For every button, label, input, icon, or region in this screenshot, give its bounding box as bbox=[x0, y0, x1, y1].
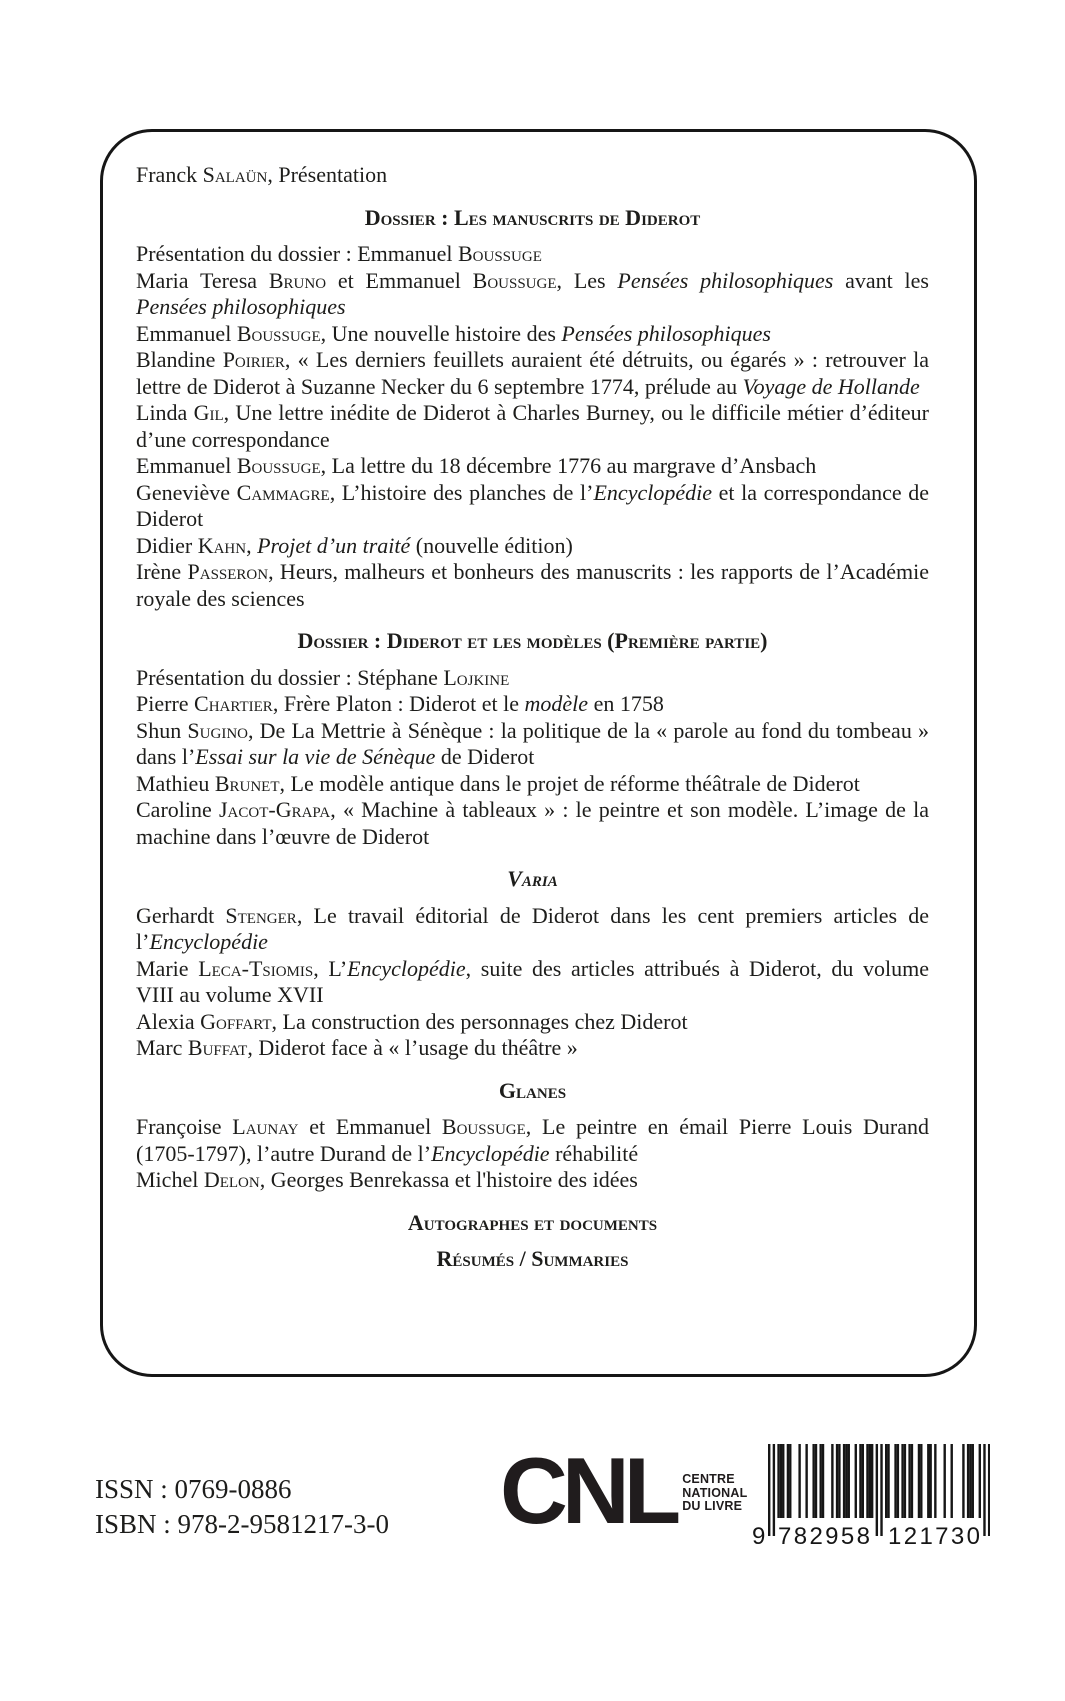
toc-text-run: et Emmanuel bbox=[298, 1114, 442, 1139]
toc-text-run: Pensées philosophiques bbox=[136, 294, 346, 319]
barcode bbox=[752, 1440, 990, 1548]
cnl-word-line: DU LIVRE bbox=[682, 1499, 743, 1513]
toc-heading bbox=[136, 1078, 929, 1105]
toc-text-run: , Frère Platon : Diderot et le bbox=[272, 691, 525, 716]
toc-text-run: , Diderot face à « l’usage du théâtre » bbox=[247, 1035, 578, 1060]
toc-text-run: Marc bbox=[136, 1035, 188, 1060]
toc-text-run: Pierre bbox=[136, 691, 195, 716]
toc-item bbox=[136, 347, 929, 400]
toc-text-run: Goffart bbox=[200, 1008, 272, 1034]
toc-text-run: , bbox=[246, 532, 258, 558]
cnl-word-line: NATIONAL bbox=[682, 1485, 748, 1500]
toc-text-run: , Présentation bbox=[267, 162, 388, 187]
toc-text-run: Didier bbox=[136, 532, 198, 558]
toc-text-run: Salaün bbox=[202, 162, 268, 187]
toc-text-run: Stenger bbox=[225, 902, 297, 928]
toc-text-run: Projet d’un traité bbox=[257, 532, 411, 558]
toc-item bbox=[136, 453, 929, 480]
issn-isbn-block bbox=[95, 1472, 389, 1542]
toc-text-run: de Diderot bbox=[435, 744, 535, 769]
toc-text-run: Varia bbox=[507, 866, 558, 891]
toc-text-run: Shun bbox=[136, 717, 188, 743]
toc-item bbox=[136, 1114, 929, 1167]
toc-text-run: Geneviève bbox=[136, 479, 237, 505]
toc-heading bbox=[136, 628, 929, 655]
toc-text-run: , Une nouvelle histoire des bbox=[320, 320, 562, 346]
toc-text-run: (nouvelle édition) bbox=[410, 532, 573, 558]
toc-text-run: Sugino bbox=[187, 717, 248, 743]
toc-text-run: Brunet bbox=[214, 770, 280, 796]
toc-text-run: Kahn bbox=[197, 532, 247, 558]
toc-text-run: , De La Mettrie à Sénèque : la politique de la « parole au fond du tombeau » dans l’ bbox=[136, 717, 929, 769]
toc-item bbox=[136, 162, 929, 189]
toc-text-run: Chartier bbox=[194, 691, 273, 716]
toc-text-run: , « Machine à tableaux » : le peintre et son modèle. L’image de la machine dans l’œuvre de Diderot bbox=[136, 797, 929, 849]
toc-item bbox=[136, 268, 929, 321]
toc-text-run: Lojkine bbox=[443, 664, 510, 690]
toc-text-run: Gerhardt bbox=[136, 902, 226, 928]
toc-text-run: Franck bbox=[136, 162, 203, 187]
toc-text-run: Boussuge bbox=[441, 1114, 526, 1139]
toc-text-run: , Georges Benrekassa et l'histoire des idées bbox=[259, 1167, 638, 1192]
toc-text-run: Delon bbox=[203, 1167, 260, 1192]
toc-item bbox=[136, 1167, 929, 1194]
toc-item bbox=[136, 956, 929, 1009]
toc-text-run: Maria Teresa bbox=[136, 267, 269, 293]
toc-text-run: , L’ bbox=[313, 955, 348, 981]
toc-text-run: , Les bbox=[556, 267, 618, 293]
toc-text-run: modèle bbox=[524, 691, 589, 716]
toc-text-run: , « Les derniers feuillets auraient été détruits, ou égarés » : retrouver la lettre de Diderot à Suzanne Necker du 6 septembre 1774, prélude au bbox=[136, 347, 929, 399]
barcode-digit-lead: 9 bbox=[752, 1523, 766, 1548]
toc-text-run: , L’histoire des planches de l’ bbox=[329, 479, 594, 505]
toc-item bbox=[136, 400, 929, 453]
toc-text-run: , Le travail éditorial de Diderot dans les cent premiers articles de l’ bbox=[136, 902, 930, 954]
toc-text-run: Emmanuel bbox=[136, 320, 237, 346]
toc-text-run: , Heurs, malheurs et bonheurs des manuscrits : les rapports de l’Académie royale des sciences bbox=[136, 559, 930, 611]
toc-text-run: Autographes et documents bbox=[407, 1209, 658, 1235]
toc-text-run: Leca-Tsiomis bbox=[198, 955, 314, 981]
toc-text-run: Françoise bbox=[136, 1114, 233, 1139]
toc-text-run: réhabilité bbox=[549, 1140, 639, 1166]
toc-text-run: Dossier : Les manuscrits de Diderot bbox=[364, 204, 701, 230]
toc-text-run: Michel bbox=[136, 1167, 204, 1192]
cnl-acronym: CNL bbox=[500, 1438, 676, 1543]
toc-item bbox=[136, 241, 929, 268]
cnl-words bbox=[682, 1473, 747, 1514]
toc-text-run: Alexia bbox=[136, 1008, 201, 1034]
toc-heading bbox=[136, 205, 929, 232]
toc-text-run: , suite des articles attribués à Diderot, du volume VIII au volume XVII bbox=[136, 955, 930, 1007]
barcode-block bbox=[752, 1440, 990, 1553]
toc-text-run: Pensées philosophiques bbox=[561, 320, 771, 346]
toc-text-run: Boussuge bbox=[458, 241, 542, 266]
toc-item bbox=[136, 691, 929, 718]
toc-item bbox=[136, 1035, 929, 1062]
toc-text-run: Emmanuel bbox=[136, 453, 237, 478]
toc-text-run: Bruno bbox=[268, 267, 327, 293]
toc-text-run: Linda bbox=[136, 400, 194, 425]
toc-item bbox=[136, 1009, 929, 1036]
toc-text-run: Encyclopédie bbox=[593, 479, 712, 505]
toc-text-run: Poirier bbox=[222, 347, 285, 372]
toc-heading bbox=[136, 866, 929, 893]
toc-item bbox=[136, 903, 929, 956]
toc-text-run: Encyclopédie bbox=[149, 929, 268, 954]
toc-item bbox=[136, 559, 929, 612]
cnl-logo bbox=[500, 1438, 748, 1543]
toc-item bbox=[136, 718, 929, 771]
toc-text-run: avant les bbox=[833, 267, 929, 293]
toc-item bbox=[136, 797, 929, 850]
toc-text-run: Essai sur la vie de Sénèque bbox=[195, 744, 436, 769]
toc-heading bbox=[136, 1246, 929, 1273]
toc-text-run: Encyclopédie bbox=[431, 1140, 550, 1166]
toc-text-run: Glanes bbox=[498, 1077, 567, 1103]
cnl-word-line: CENTRE bbox=[682, 1472, 735, 1486]
toc-text-run: , Le peintre en émail Pierre Louis Durand (1705-1797), l’autre Durand de l’ bbox=[136, 1114, 929, 1166]
toc-text-run: Résumés / Summaries bbox=[436, 1246, 629, 1271]
toc-text-run: Launay bbox=[232, 1114, 299, 1139]
toc-text-run: Mathieu bbox=[136, 770, 215, 796]
toc-text-run: Encyclopédie bbox=[347, 955, 466, 981]
toc-text-run: et la correspondance de Diderot bbox=[136, 479, 929, 531]
toc-heading bbox=[136, 1210, 929, 1237]
isbn-line: ISBN : 978-2-9581217-3-0 bbox=[95, 1509, 389, 1539]
barcode-digits-left: 782958 bbox=[778, 1523, 870, 1548]
toc-text-run: Caroline bbox=[136, 797, 219, 822]
toc-text-run: Cammagre bbox=[236, 479, 330, 505]
toc-text-run: Passeron bbox=[187, 559, 269, 584]
toc-text-run: Buffat bbox=[187, 1035, 248, 1060]
toc-text-run: Blandine bbox=[136, 347, 223, 372]
contents-box bbox=[100, 129, 977, 1377]
toc-text-run: , Une lettre inédite de Diderot à Charles Burney, ou le difficile métier d’éditeur d’une correspondance bbox=[136, 400, 929, 452]
toc-text-run: Marie bbox=[136, 955, 199, 981]
toc-text-run: en 1758 bbox=[588, 691, 664, 716]
issn-line: ISSN : 0769-0886 bbox=[95, 1474, 292, 1504]
toc-text-run: Boussuge bbox=[472, 267, 557, 293]
toc-text-run: Boussuge bbox=[236, 320, 321, 346]
toc-text-run: Présentation du dossier : Stéphane bbox=[136, 664, 444, 690]
toc-text-run: Dossier : Diderot et les modèles (Première partie) bbox=[297, 628, 768, 653]
toc-item bbox=[136, 480, 929, 533]
toc-text-run: Gil bbox=[193, 400, 224, 425]
toc-item bbox=[136, 771, 929, 798]
toc-text-run: , La lettre du 18 décembre 1776 au margrave d’Ansbach bbox=[320, 453, 817, 478]
toc-text-run: Présentation du dossier : Emmanuel bbox=[136, 241, 458, 266]
toc-item bbox=[136, 533, 929, 560]
toc-text-run: Irène bbox=[136, 559, 188, 584]
toc-text-run: Pensées philosophiques bbox=[617, 267, 834, 293]
toc-text-run: , Le modèle antique dans le projet de réforme théâtrale de Diderot bbox=[279, 770, 860, 796]
toc-text-run: , La construction des personnages chez Diderot bbox=[271, 1008, 688, 1034]
toc-text-run: et Emmanuel bbox=[326, 267, 473, 293]
toc-item bbox=[136, 321, 929, 348]
barcode-digits-right: 121730 bbox=[888, 1523, 980, 1548]
toc-entries bbox=[136, 162, 929, 1273]
toc-item bbox=[136, 665, 929, 692]
toc-text-run: Boussuge bbox=[236, 453, 321, 478]
toc-text-run: Jacot-Grapa bbox=[218, 797, 331, 822]
toc-text-run: Voyage de Hollande bbox=[742, 373, 920, 399]
